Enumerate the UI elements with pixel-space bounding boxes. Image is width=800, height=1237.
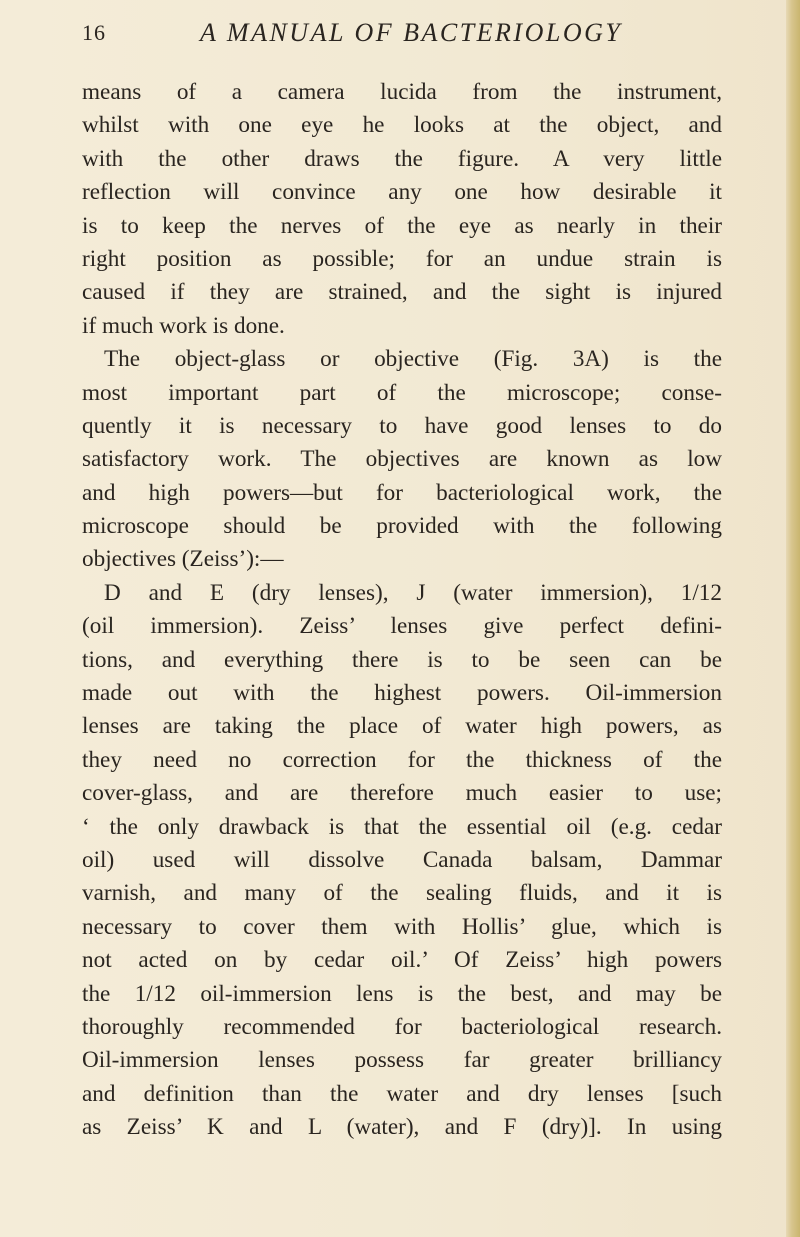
text-line: made out with the highest powers. Oil-immersion <box>82 680 722 707</box>
text-line: and definition than the water and dry lenses [such <box>82 1080 722 1107</box>
text-line: ‘ the only drawback is that the essential oil (e.g. cedar <box>82 813 722 840</box>
text-line: microscope should be provided with the following <box>82 513 722 540</box>
text-line: not acted on by cedar oil.’ Of Zeiss’ high powers <box>82 947 722 974</box>
running-title: A MANUAL OF BACTERIOLOGY <box>200 18 623 47</box>
text-line: cover-glass, and are therefore much easier to use; <box>82 780 722 807</box>
text-line: caused if they are strained, and the sight is injured <box>82 279 722 306</box>
text-line: with the other draws the figure. A very little <box>82 145 722 172</box>
text-line: and high powers—but for bacteriological work, the <box>82 479 722 506</box>
text-line: varnish, and many of the sealing fluids, and it is <box>82 880 722 907</box>
text-line: means of a camera lucida from the instrument, <box>82 79 722 105</box>
text-line: right position as possible; for an undue strain is <box>82 245 722 272</box>
text-line: tions, and everything there is to be seen can be <box>82 646 722 673</box>
text-line: as Zeiss’ K and L (water), and F (dry)]. In using <box>82 1114 722 1141</box>
text-line: is to keep the nerves of the eye as nearly in their <box>82 212 722 239</box>
text-line: oil) used will dissolve Canada balsam, Dammar <box>82 846 722 873</box>
page-edge <box>786 0 800 1237</box>
text-line: they need no correction for the thickness of the <box>82 746 722 773</box>
text-line: most important part of the microscope; conse- <box>82 379 722 406</box>
page-header <box>82 18 722 58</box>
text-line: the 1/12 oil-immersion lens is the best, and may be <box>82 980 722 1007</box>
text-line: reflection will convince any one how desirable it <box>82 179 722 206</box>
body-text <box>82 76 722 1145</box>
text-line: objectives (Zeiss’):— <box>82 546 284 573</box>
text-line: D and E (dry lenses), J (water immersion), 1/12 <box>104 579 722 606</box>
text-line: quently it is necessary to have good lenses to do <box>82 412 722 439</box>
text-line: if much work is done. <box>82 312 285 339</box>
text-line: Oil-immersion lenses possess far greater brilliancy <box>82 1047 722 1074</box>
text-line: whilst with one eye he looks at the object, and <box>82 112 722 139</box>
text-line: lenses are taking the place of water high powers, as <box>82 713 722 740</box>
text-line: (oil immersion). Zeiss’ lenses give perfect defini- <box>82 613 722 640</box>
text-line: necessary to cover them with Hollis’ glue, which is <box>82 913 722 940</box>
text-line: satisfactory work. The objectives are known as low <box>82 446 722 473</box>
page-number: 16 <box>82 20 106 45</box>
text-line: thoroughly recommended for bacteriological research. <box>82 1013 722 1040</box>
text-line: The object-glass or objective (Fig. 3A) is the <box>104 346 722 373</box>
